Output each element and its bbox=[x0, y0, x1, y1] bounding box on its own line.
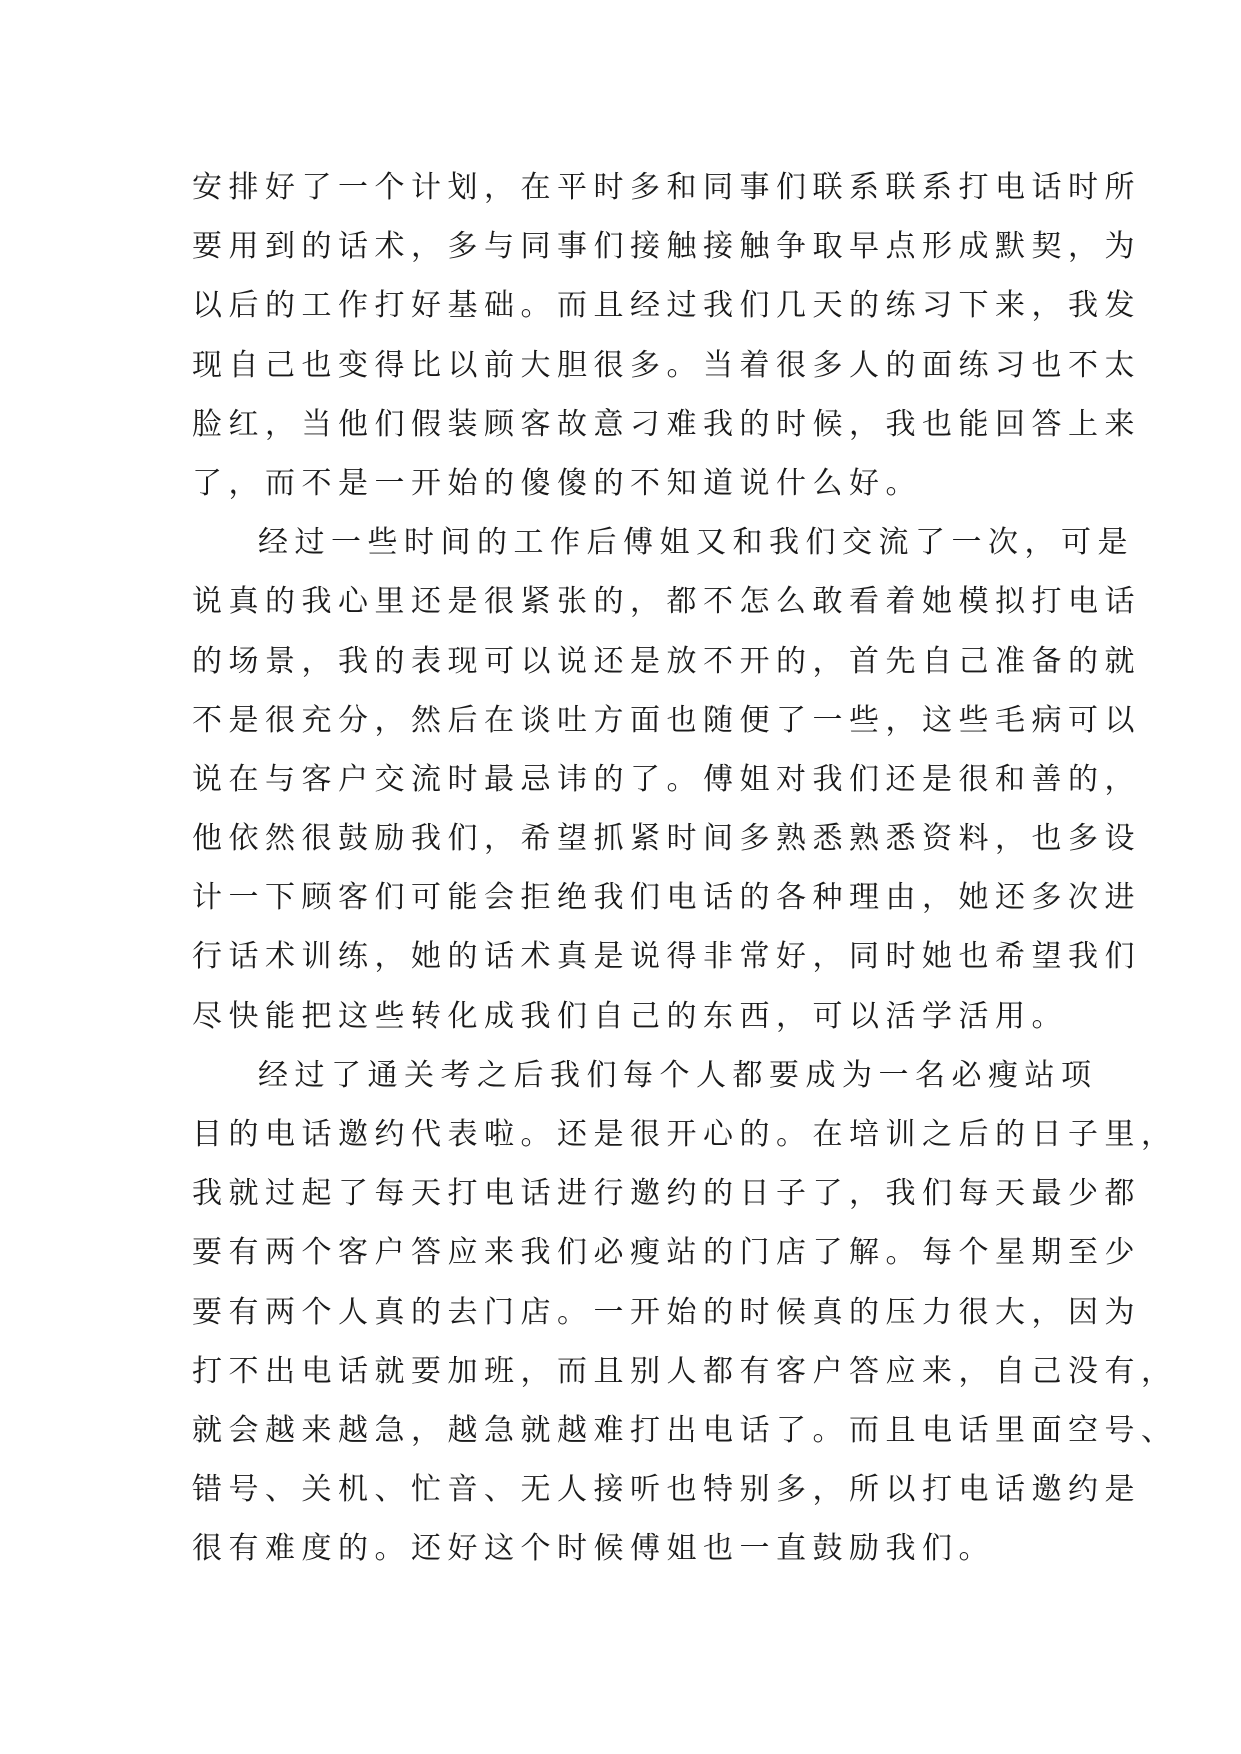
document-body bbox=[192, 158, 1178, 1579]
text-line: 计一下顾客们可能会拒绝我们电话的各种理由，她还多次进 bbox=[192, 880, 1141, 916]
text-line: 以后的工作打好基础。而且经过我们几天的练习下来，我发 bbox=[192, 288, 1141, 324]
text-line: 我就过起了每天打电话进行邀约的日子了，我们每天最少都 bbox=[192, 1176, 1141, 1212]
text-line: 他依然很鼓励我们，希望抓紧时间多熟悉熟悉资料，也多设 bbox=[192, 821, 1141, 857]
text-line: 经过一些时间的工作后傅姐又和我们交流了一次，可是 bbox=[258, 525, 1134, 561]
text-line: 经过了通关考之后我们每个人都要成为一名必瘦站项 bbox=[258, 1057, 1098, 1093]
text-line: 要有两个客户答应来我们必瘦站的门店了解。每个星期至少 bbox=[192, 1235, 1141, 1271]
text-line: 错号、关机、忙音、无人接听也特别多，所以打电话邀约是 bbox=[192, 1472, 1141, 1508]
text-line: 尽快能把这些转化成我们自己的东西，可以活学活用。 bbox=[192, 998, 1068, 1034]
text-line: 要有两个人真的去门店。一开始的时候真的压力很大，因为 bbox=[192, 1294, 1141, 1330]
text-line: 安排好了一个计划，在平时多和同事们联系联系打电话时所 bbox=[192, 170, 1141, 205]
text-line: 的场景，我的表现可以说还是放不开的，首先自己准备的就 bbox=[192, 643, 1141, 679]
text-line: 说在与客户交流时最忌讳的了。傅姐对我们还是很和善的， bbox=[192, 761, 1141, 797]
text-line: 要用到的话术，多与同事们接触接触争取早点形成默契，为 bbox=[192, 229, 1141, 265]
paragraph-1 bbox=[192, 158, 1141, 513]
paragraph-3 bbox=[192, 1046, 1178, 1579]
text-line: 打不出电话就要加班，而且别人都有客户答应来，自己没有， bbox=[192, 1353, 1178, 1389]
text-line: 了，而不是一开始的傻傻的不知道说什么好。 bbox=[192, 465, 922, 501]
text-line: 现自己也变得比以前大胆很多。当着很多人的面练习也不太 bbox=[192, 347, 1141, 383]
text-line: 说真的我心里还是很紧张的，都不怎么敢看着她模拟打电话 bbox=[192, 584, 1141, 620]
text-line: 很有难度的。还好这个时候傅姐也一直鼓励我们。 bbox=[192, 1531, 995, 1567]
text-line: 就会越来越急，越急就越难打出电话了。而且电话里面空号、 bbox=[192, 1412, 1178, 1448]
text-line: 目的电话邀约代表啦。还是很开心的。在培训之后的日子里， bbox=[192, 1117, 1178, 1152]
paragraph-2 bbox=[192, 513, 1141, 1046]
text-line: 不是很充分，然后在谈吐方面也随便了一些，这些毛病可以 bbox=[192, 702, 1141, 738]
text-line: 行话术训练，她的话术真是说得非常好，同时她也希望我们 bbox=[192, 939, 1141, 975]
text-line: 脸红，当他们假装顾客故意刁难我的时候，我也能回答上来 bbox=[192, 406, 1141, 442]
